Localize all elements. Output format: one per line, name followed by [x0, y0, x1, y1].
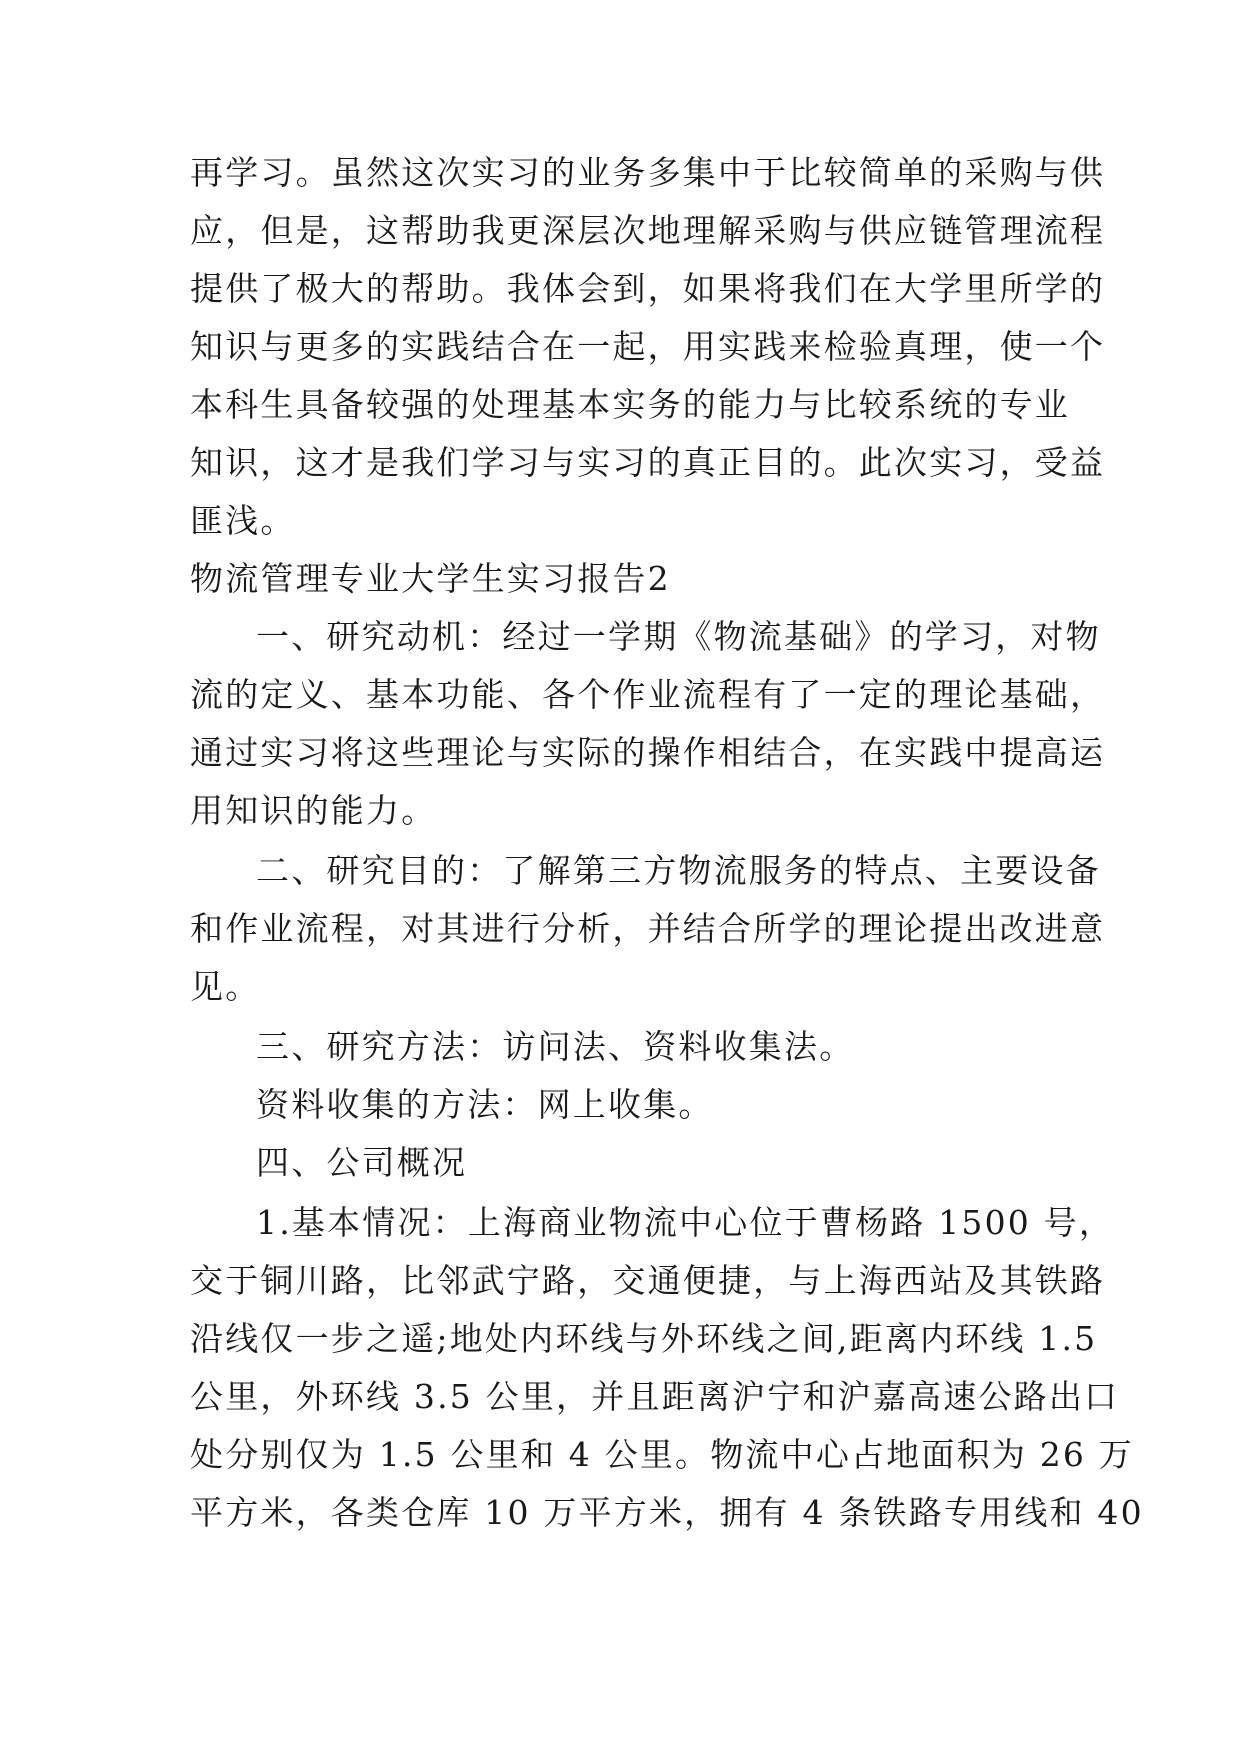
text-line: 一、研究动机：经过一学期《物流基础》的学习，对物 [256, 617, 1101, 656]
text-line: 四、公司概况 [256, 1143, 468, 1182]
text-line: 用知识的能力。 [190, 791, 437, 830]
text-line: 资料收集的方法：网上收集。 [256, 1085, 714, 1124]
text-line: 再学习。虽然这次实习的业务多集中于比较简单的采购与供 [190, 153, 1106, 192]
text-line: 应，但是，这帮助我更深层次地理解采购与供应链管理流程 [190, 211, 1106, 250]
text-line: 和作业流程，对其进行分析，并结合所学的理论提出改进意 [190, 909, 1106, 948]
text-line: 知识与更多的实践结合在一起，用实践来检验真理，使一个 [190, 327, 1106, 366]
section-title: 物流管理专业大学生实习报告2 [190, 559, 671, 598]
text-line: 1.基本情况：上海商业物流中心位于曹杨路 1500 号， [256, 1203, 1115, 1242]
text-line: 通过实习将这些理论与实际的操作相结合，在实践中提高运 [190, 733, 1106, 772]
text-line: 本科生具备较强的处理基本实务的能力与比较系统的专业 [190, 385, 1070, 424]
text-line: 见。 [190, 967, 261, 1006]
text-line: 处分别仅为 1.5 公里和 4 公里。物流中心占地面积为 26 万 [190, 1435, 1135, 1474]
text-line: 交于铜川路，比邻武宁路，交通便捷，与上海西站及其铁路 [190, 1261, 1106, 1300]
text-line: 知识，这才是我们学习与实习的真正目的。此次实习，受益 [190, 443, 1106, 482]
text-line: 三、研究方法：访问法、资料收集法。 [256, 1027, 855, 1066]
text-line: 二、研究目的：了解第三方物流服务的特点、主要设备 [256, 851, 1101, 890]
text-line: 平方米，各类仓库 10 万平方米，拥有 4 条铁路专用线和 40 [190, 1493, 1144, 1532]
text-line: 提供了极大的帮助。我体会到，如果将我们在大学里所学的 [190, 269, 1106, 308]
text-line: 沿线仅一步之遥;地处内环线与外环线之间,距离内环线 1.5 [190, 1319, 1098, 1358]
text-line: 公里，外环线 3.5 公里，并且距离沪宁和沪嘉高速公路出口 [190, 1377, 1120, 1416]
text-line: 流的定义、基本功能、各个作业流程有了一定的理论基础， [190, 675, 1106, 714]
text-line: 匪浅。 [190, 501, 296, 540]
